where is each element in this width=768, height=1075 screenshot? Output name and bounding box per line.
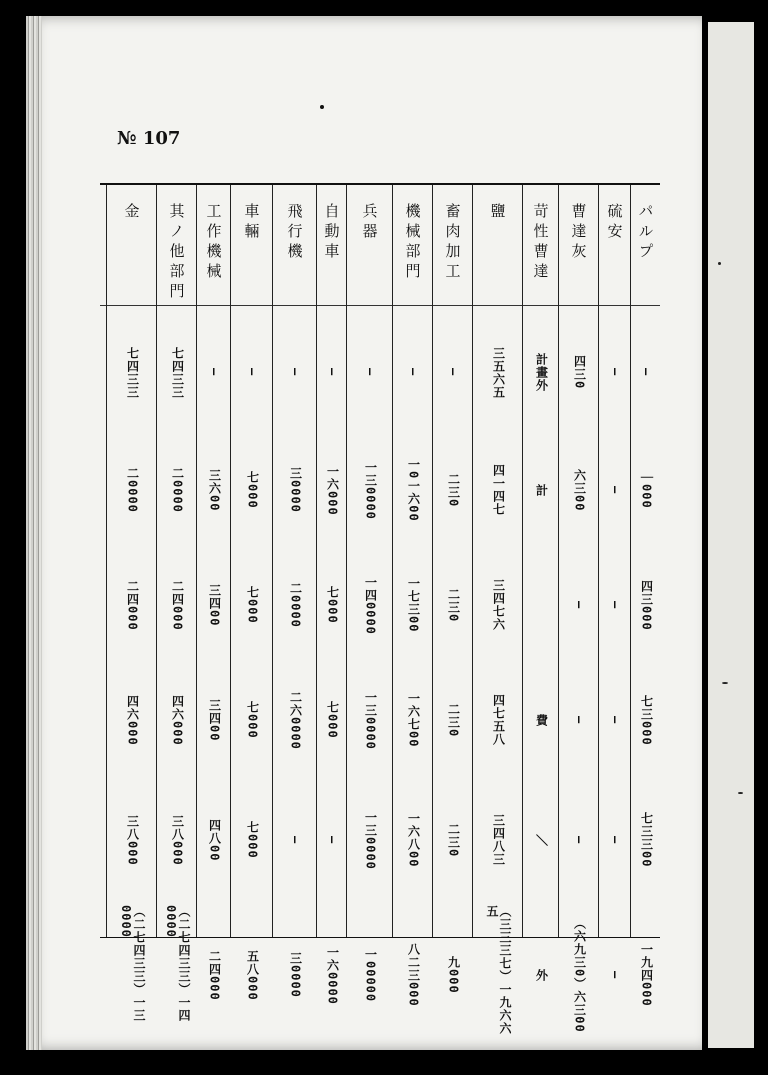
- table-cell: [273, 905, 317, 1045]
- table-cell: [347, 435, 393, 545]
- table-cell: [559, 905, 599, 1045]
- table-cell: [197, 785, 231, 895]
- cell-value: 七三000: [639, 694, 654, 746]
- cell-value: 二0000: [125, 467, 140, 513]
- cell-value: 二三0: [446, 472, 461, 508]
- cell-value: 七四三三: [170, 346, 185, 399]
- cell-value: 三五六五: [491, 346, 506, 399]
- table-cell: [631, 785, 661, 895]
- column-ruby: [630, 185, 661, 1007]
- cell-value: —: [639, 368, 654, 377]
- column-header-label: 畜肉加工: [443, 203, 462, 283]
- table-cell: [523, 320, 559, 425]
- column-ryuan: [598, 185, 631, 980]
- column-total: [106, 185, 157, 1022]
- column-soda: [558, 185, 599, 1033]
- cell-value: —: [572, 600, 587, 610]
- cell-value: 九000: [446, 956, 461, 994]
- table-cell: [317, 785, 347, 895]
- table-cell: [433, 555, 473, 655]
- table-cell: [273, 435, 317, 545]
- cell-value: 七000: [325, 701, 340, 739]
- table-cell: [559, 435, 599, 545]
- table-cell: [473, 555, 523, 655]
- cell-value: —: [288, 368, 303, 377]
- cell-value: 二0000: [288, 582, 303, 628]
- cell-value: 二三0: [446, 587, 461, 623]
- table-cell: [347, 665, 393, 775]
- cell-value: 一三0000: [363, 690, 378, 750]
- cell-value: —: [608, 970, 623, 980]
- column-header-label: 車輛: [242, 203, 261, 243]
- cell-value: 四八00: [207, 818, 222, 862]
- cell-value: 二三0: [446, 822, 461, 858]
- table-cell: [393, 905, 433, 1045]
- table-cell: [317, 435, 347, 545]
- column-header: [157, 203, 197, 303]
- table-cell: [317, 555, 347, 655]
- cell-value: 一0一六00: [406, 458, 421, 522]
- cell-value: —: [325, 368, 340, 377]
- table-cell: [433, 435, 473, 545]
- table-cell: [231, 785, 273, 895]
- cell-value: 七000: [245, 701, 260, 739]
- column-header-label: パルプ: [636, 203, 655, 263]
- cell-value: 四六000: [170, 694, 185, 746]
- table-cell: [107, 435, 157, 545]
- table-cell: [157, 435, 197, 545]
- column-header: [473, 203, 523, 223]
- table-cell: [317, 905, 347, 1045]
- cell-value: 三六00: [207, 468, 222, 512]
- cell-value: 一三0000: [363, 810, 378, 870]
- table-cell: [157, 785, 197, 895]
- table-cell: [157, 905, 197, 1045]
- column-header-label: 曹達灰: [569, 203, 588, 263]
- table-cell: [523, 905, 559, 1045]
- cell-value: —: [608, 485, 623, 495]
- table-cell: [231, 665, 273, 775]
- table-cell: [631, 435, 661, 545]
- cell-value: —: [608, 715, 623, 725]
- cell-value: 二六0000: [288, 690, 303, 750]
- table-cell: [157, 555, 197, 655]
- column-header-label: 兵器: [360, 203, 379, 243]
- cell-value: 四一四七: [491, 464, 506, 516]
- cell-value: 一00000: [363, 947, 378, 1003]
- cell-value: 三0000: [288, 467, 303, 513]
- table-cell: [631, 905, 661, 1045]
- column-header: [393, 203, 433, 283]
- table-cell: [631, 665, 661, 775]
- table-cell: [107, 905, 157, 1045]
- cell-value: —: [207, 368, 222, 377]
- table-cell: [157, 665, 197, 775]
- cell-value: 三八000: [170, 814, 185, 866]
- table-cell: [273, 320, 317, 425]
- table-cell: [347, 320, 393, 425]
- column-other: [156, 185, 197, 1022]
- table-cell: [523, 435, 559, 545]
- cell-value: 費: [534, 713, 549, 727]
- table-cell: [393, 785, 433, 895]
- cell-value: 五八000: [245, 949, 260, 1001]
- table-cell: [231, 555, 273, 655]
- table-cell: [393, 665, 433, 775]
- column-vehicle: [230, 185, 273, 1001]
- column-header: [317, 203, 347, 263]
- cell-value: （三三三七）一九六六五: [485, 905, 512, 1035]
- table-cell: [273, 785, 317, 895]
- cell-value: —: [572, 715, 587, 725]
- table-cell: [393, 320, 433, 425]
- table-cell: [347, 785, 393, 895]
- facing-page-edge: [708, 22, 754, 1048]
- cell-value: 三八000: [125, 814, 140, 866]
- cell-value: —: [363, 368, 378, 377]
- column-header: [523, 203, 559, 283]
- cell-value: 一六八00: [406, 812, 421, 868]
- cell-value: 二四000: [207, 949, 222, 1001]
- cell-value: 四六000: [125, 694, 140, 746]
- cell-value: 三四00: [207, 698, 222, 742]
- cell-value: —: [608, 368, 623, 377]
- cell-value: 六三00: [572, 468, 587, 512]
- table-cell: [631, 555, 661, 655]
- column-header-label: 機械部門: [403, 203, 422, 283]
- cell-value: 計畫外: [534, 353, 549, 392]
- table-cell: [473, 435, 523, 545]
- column-header: [197, 203, 231, 283]
- cell-value: 一六0000: [325, 945, 340, 1005]
- cell-value: 七四三三: [125, 346, 140, 399]
- table-cell: [599, 665, 631, 775]
- book-binding: [26, 16, 42, 1050]
- cell-value: 七000: [245, 821, 260, 859]
- table-cell: [197, 555, 231, 655]
- column-header-label: 苛性曹達: [531, 203, 550, 283]
- table-cell: [231, 320, 273, 425]
- cell-value: 計: [534, 483, 549, 497]
- column-header: [559, 203, 599, 263]
- cell-value: 外: [534, 968, 549, 982]
- table-cell: [523, 555, 559, 655]
- table-cell: [157, 320, 197, 425]
- table-cell: [197, 435, 231, 545]
- cell-value: 二四000: [170, 579, 185, 631]
- cell-value: 四三0: [572, 355, 587, 390]
- table-cell: [107, 555, 157, 655]
- cell-value: ｜000: [639, 471, 654, 509]
- table-cell: [631, 320, 661, 425]
- column-weapons: [346, 185, 393, 1003]
- cell-value: —: [446, 368, 461, 377]
- cell-value: 一六000: [325, 464, 340, 516]
- cell-value: —: [245, 368, 260, 377]
- table-cell: [433, 320, 473, 425]
- table-cell: [433, 665, 473, 775]
- statistics-table: [100, 183, 660, 1035]
- cell-value: 一四0000: [363, 575, 378, 635]
- column-machine_tool: [196, 185, 231, 1001]
- cell-value: （二七四三三）一四0000: [164, 905, 191, 1022]
- table-cell: [107, 320, 157, 425]
- table-cell: [107, 665, 157, 775]
- table-cell: [523, 785, 559, 895]
- cell-value: 七000: [245, 471, 260, 509]
- cell-value: 七三三00: [639, 812, 654, 868]
- column-machine: [392, 185, 433, 1007]
- cell-value: 一六七00: [406, 692, 421, 748]
- table-cell: [231, 905, 273, 1045]
- page-number: № 107: [117, 128, 181, 149]
- column-salt: [472, 185, 523, 1035]
- table-cell: [473, 665, 523, 775]
- table-cell: [599, 435, 631, 545]
- column-header: [631, 203, 661, 263]
- cell-value: 四三000: [639, 579, 654, 631]
- column-header-label: 自動車: [322, 203, 341, 263]
- cell-value: 二三0: [446, 702, 461, 738]
- cell-value: 一七三00: [406, 577, 421, 633]
- column-header: [273, 203, 317, 263]
- table-cell: [273, 665, 317, 775]
- column-header: [599, 203, 631, 243]
- column-header-label: 其ノ他部門: [167, 203, 186, 303]
- cell-value: 七000: [245, 586, 260, 624]
- table-cell: [599, 555, 631, 655]
- column-header: [231, 203, 273, 243]
- table-cell: [473, 905, 523, 1045]
- table-cell: [197, 665, 231, 775]
- cell-value: —: [572, 835, 587, 845]
- column-header-label: 飛行機: [285, 203, 304, 263]
- cell-value: —: [608, 835, 623, 845]
- cell-value: —: [288, 835, 303, 845]
- column-header-label: 鹽: [488, 203, 507, 223]
- column-auto: [316, 185, 347, 1005]
- column-aircraft: [272, 185, 317, 998]
- table-cell: [393, 555, 433, 655]
- table-cell: [433, 905, 473, 1045]
- cell-value: 三四八三: [491, 814, 506, 866]
- table-cell: [317, 665, 347, 775]
- cell-value: 三四00: [207, 583, 222, 627]
- table-cell: [559, 665, 599, 775]
- table-cell: [107, 785, 157, 895]
- column-header: [433, 203, 473, 283]
- cell-value: 八二三000: [406, 943, 421, 1007]
- table-cell: [559, 785, 599, 895]
- cell-value: 二0000: [170, 467, 185, 513]
- table-cell: [473, 320, 523, 425]
- column-header-label: 硫安: [605, 203, 624, 243]
- cell-value: 一九四000: [639, 943, 654, 1007]
- column-header: [107, 203, 157, 223]
- cell-value: 一三0000: [363, 460, 378, 520]
- table-cell: [197, 320, 231, 425]
- table-cell: [273, 555, 317, 655]
- cell-value: 三四七六: [491, 579, 506, 631]
- table-cell: [197, 905, 231, 1045]
- cell-value: —: [406, 368, 421, 377]
- table-cell: [523, 665, 559, 775]
- table-cell: [599, 320, 631, 425]
- column-meat: [432, 185, 473, 994]
- cell-value: （二七四三三）一三0000: [119, 905, 146, 1022]
- cell-value: —: [608, 600, 623, 610]
- table-cell: [559, 555, 599, 655]
- table-cell: [433, 785, 473, 895]
- ink-speck: [320, 105, 324, 109]
- column-header-label: 工作機械: [204, 203, 223, 283]
- table-cell: [393, 435, 433, 545]
- table-cell: [317, 320, 347, 425]
- table-cell: [473, 785, 523, 895]
- cell-value: 三0000: [288, 952, 303, 998]
- column-caustic: [522, 185, 559, 982]
- cell-value: 二四000: [125, 579, 140, 631]
- cell-value: 七000: [325, 586, 340, 624]
- table-cell: [559, 320, 599, 425]
- table-cell: [347, 555, 393, 655]
- column-header: [347, 203, 393, 243]
- table-cell: [231, 435, 273, 545]
- cell-value: （六九三0）六三00: [572, 917, 587, 1033]
- cell-value: ＼: [534, 833, 549, 847]
- cell-value: 四七五八: [491, 694, 506, 746]
- cell-value: —: [325, 835, 340, 845]
- table-cell: [599, 785, 631, 895]
- table-cell: [347, 905, 393, 1045]
- column-header-label: 金: [122, 203, 141, 223]
- table-cell: [599, 905, 631, 1045]
